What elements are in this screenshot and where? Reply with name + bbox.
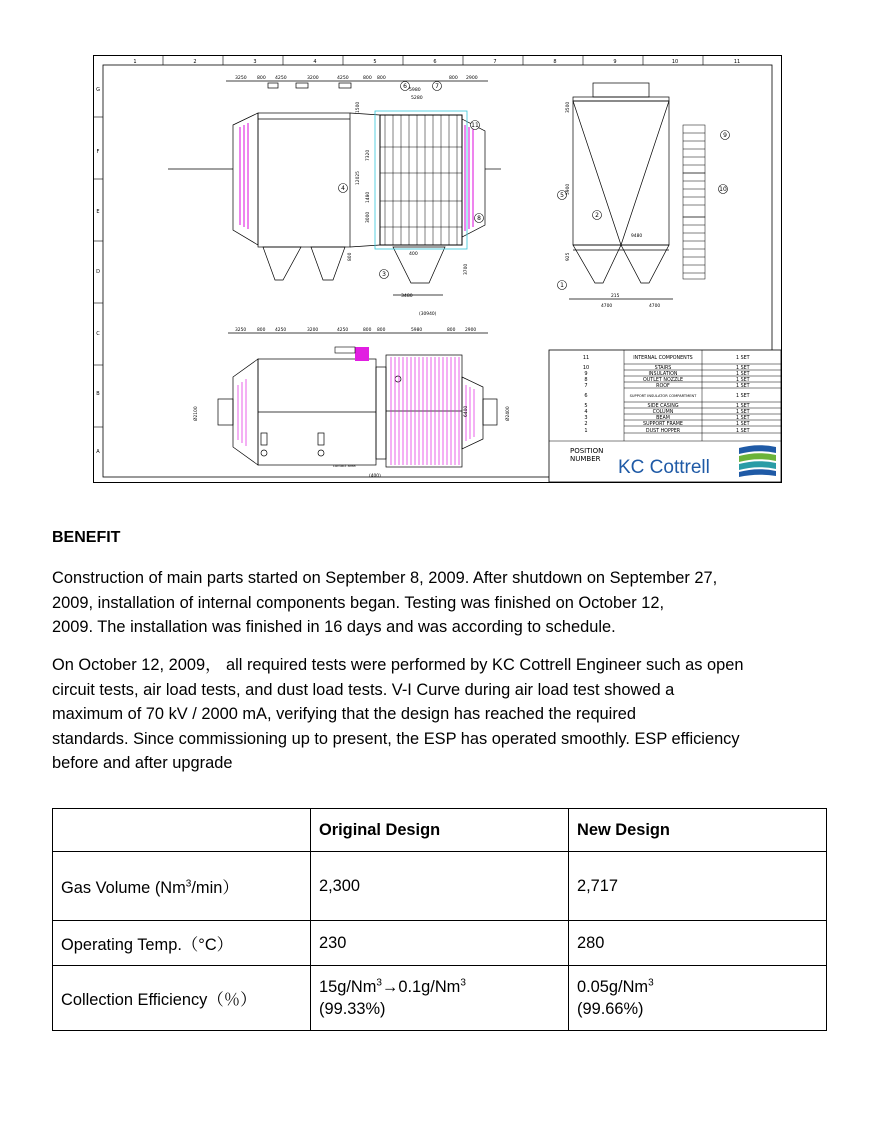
legend-num-3: 3: [584, 415, 588, 421]
header-empty: [53, 809, 311, 852]
operating-temp-original: 230: [311, 921, 569, 966]
dim-408: 400: [409, 252, 418, 257]
ce-original-a: 15g/Nm: [319, 978, 377, 996]
plan-dim-2900: 2900: [465, 328, 477, 333]
esp-comparison-table: [52, 808, 827, 1031]
dim-2900: 2900: [466, 76, 478, 81]
gas-volume-new: 2,717: [569, 852, 827, 921]
col-11: 11: [733, 59, 741, 65]
legend-text-5: SIDE CASING: [647, 404, 679, 409]
position-label-1: POSITION: [570, 447, 604, 455]
col-8: 8: [553, 59, 557, 65]
legend-qty-10: 1 SET: [736, 366, 750, 371]
col-6: 6: [433, 59, 437, 65]
table-header-row: [53, 809, 827, 852]
plan-dim-3200: 3200: [307, 328, 319, 333]
position-label-2: NUMBER: [570, 455, 601, 463]
ce-new-sup: 3: [648, 977, 654, 989]
ce-new-a: 0.05g/Nm: [577, 978, 649, 996]
paragraph1-line-3: 2009. The installation was finished in 16 days and was according to schedule.: [52, 618, 616, 637]
callout-4: 4: [341, 185, 345, 192]
collection-efficiency-new-line-1: [577, 976, 826, 998]
dim-800-d: 800: [449, 76, 458, 81]
legend-num-4: 4: [584, 409, 588, 415]
dim-800-v: 800: [348, 252, 353, 261]
legend-qty-7: 1 SET: [736, 384, 750, 389]
callout-10: 10: [719, 186, 727, 193]
legend-num-11: 11: [582, 355, 590, 361]
legend-num-6: 6: [584, 393, 588, 399]
paragraph2-line-4: standards. Since commissioning up to present, the ESP has operated smoothly. ESP efficiency: [52, 729, 740, 748]
legend-qty-11: 1 SET: [736, 356, 750, 361]
paragraph2-line-3: maximum of 70 kV / 2000 mA, verifying that the design has reached the required: [52, 705, 637, 724]
callout-9: 9: [723, 132, 727, 139]
gas-volume-label: [53, 852, 311, 921]
callout-5: 5: [560, 192, 564, 199]
col-9: 9: [613, 59, 617, 65]
ce-original-b: 0.1g/Nm: [398, 978, 461, 996]
plan-dim-800-a: 800: [257, 328, 266, 333]
collection-efficiency-original-line-1: [319, 976, 568, 998]
gas-volume-label-a: Gas Volume (Nm: [61, 879, 186, 897]
dim-5900: 5900: [566, 183, 571, 195]
col-1: 1: [133, 59, 137, 65]
row-d: D: [96, 269, 100, 275]
col-3: 3: [253, 59, 257, 65]
legend-num-10: 10: [582, 365, 590, 371]
header-original-design: Original Design: [311, 809, 569, 852]
dim-800-a: 800: [257, 76, 266, 81]
col-7: 7: [493, 59, 497, 65]
legend-text-2: SUPPORT FRAME: [643, 422, 683, 427]
plan-dim-2400: Ø2400: [506, 406, 511, 421]
legend-num-8: 8: [584, 377, 588, 383]
parts-legend: [549, 350, 781, 482]
legend-qty-4: 1 SET: [736, 410, 750, 415]
callout-6: 6: [403, 83, 407, 90]
plan-dim-2100: Ø2100: [194, 406, 199, 421]
collection-efficiency-new-pct: (99.66%): [577, 1000, 644, 1018]
kc-cottrell-logo-text: KC Cottrell: [618, 457, 710, 478]
legend-text-4: COLUMN: [652, 410, 674, 415]
dim-3480: 3480: [401, 294, 413, 299]
legend-text-9: INSULATION: [648, 372, 678, 377]
dim-3200: 3200: [307, 76, 319, 81]
legend-text-11: INTERNAL COMPONENTS: [633, 356, 693, 361]
dim-4700-b: 4700: [649, 304, 661, 309]
legend-qty-8: 1 SET: [736, 378, 750, 383]
dim-3250: 3250: [235, 76, 247, 81]
plan-dim-800-b: 800: [363, 328, 372, 333]
table-row-operating-temp: [53, 921, 827, 966]
dim-5980: 5980: [409, 88, 421, 93]
plan-magenta-block: [355, 347, 369, 361]
plan-dim-800-c: 800: [377, 328, 386, 333]
row-c: C: [96, 331, 100, 337]
gas-volume-original: 2,300: [311, 852, 569, 921]
paragraph2-line-1: On October 12, 2009， all required tests were performed by KC Cottrell Engineer such as open: [52, 656, 744, 674]
callout-1: 1: [560, 282, 564, 289]
header-new-design: New Design: [569, 809, 827, 852]
dim-5280: 5280: [411, 96, 423, 101]
dim-12025: 12025: [356, 171, 361, 185]
row-a: A: [96, 449, 100, 455]
drawing-svg: [93, 55, 782, 483]
legend-qty-1: 1 SET: [736, 429, 750, 434]
table-row-gas-volume: [53, 852, 827, 921]
row-f: F: [96, 149, 100, 155]
dim-925: 925: [566, 252, 571, 261]
table-row-collection-efficiency: [53, 966, 827, 1031]
plan-dim-4250-b: 4250: [337, 328, 349, 333]
paragraph-construction: [52, 566, 832, 640]
plan-dim-6400: 6400: [464, 405, 469, 417]
callout-8: 8: [477, 215, 481, 222]
dim-4250-a: 4250: [275, 76, 287, 81]
dim-9480: 9480: [631, 234, 643, 239]
plan-note: contact area: [333, 464, 356, 468]
esp-engineering-drawing: [93, 55, 782, 483]
callout-3: 3: [382, 271, 386, 278]
col-2: 2: [193, 59, 197, 65]
collection-efficiency-label: Collection Efficiency（％）: [53, 966, 311, 1031]
legend-qty-3: 1 SET: [736, 416, 750, 421]
legend-text-1: DUST HOPPER: [645, 429, 681, 434]
legend-num-9: 9: [584, 371, 588, 377]
ce-original-sup2: 3: [460, 977, 466, 989]
legend-text-7: ROOF: [656, 384, 670, 389]
collection-efficiency-new: [569, 966, 827, 1031]
plan-dim-total: (30940): [419, 312, 437, 317]
ce-original-sup1: 3: [376, 977, 382, 989]
plan-stair: [335, 347, 355, 353]
legend-text-8: OUTLET NOZZLE: [642, 378, 684, 383]
legend-qty-6: 1 SET: [736, 394, 750, 399]
collection-efficiency-original: [311, 966, 569, 1031]
internal-components-outline: [375, 111, 467, 249]
paragraph1-line-2: 2009, installation of internal components began. Testing was finished on October 12,: [52, 593, 665, 612]
paragraph2-line-5: before and after upgrade: [52, 754, 233, 773]
dim-215: 215: [611, 294, 620, 299]
legend-text-3: BEAM: [656, 416, 670, 421]
row-e: E: [96, 209, 100, 215]
dim-3700: 3700: [464, 263, 469, 275]
elevation-view: [168, 81, 501, 295]
dim-4250-b: 4250: [337, 76, 349, 81]
col-4: 4: [313, 59, 317, 65]
plan-dim-5980: 5980: [411, 328, 423, 333]
row-g: G: [96, 87, 100, 93]
dim-7320: 7320: [366, 149, 371, 161]
legend-num-7: 7: [584, 383, 588, 389]
benefit-heading: BENEFIT: [52, 529, 121, 546]
plan-dim-800-d: 800: [447, 328, 456, 333]
col-10: 10: [671, 59, 679, 65]
dim-3000: 3000: [366, 211, 371, 223]
dim-4700-a: 4700: [601, 304, 613, 309]
callout-11: 11: [471, 122, 479, 129]
legend-text-6: SUPPORT INSULATOR COMPARTMENT: [629, 394, 697, 398]
legend-num-5: 5: [584, 403, 588, 409]
legend-text-10: STAIRS: [654, 366, 672, 371]
plan-dim-400: (400): [369, 474, 381, 479]
legend-qty-5: 1 SET: [736, 404, 750, 409]
row-b: B: [96, 391, 100, 397]
col-5: 5: [373, 59, 377, 65]
gas-volume-label-b: /min）: [191, 879, 239, 897]
operating-temp-label: Operating Temp.（°C）: [53, 921, 311, 966]
legend-qty-2: 1 SET: [736, 422, 750, 427]
paragraph-testing: [52, 653, 832, 776]
collection-efficiency-original-pct: (99.33%): [319, 1000, 386, 1018]
dim-3500: 3500: [566, 101, 571, 113]
paragraph2-line-2: circuit tests, air load tests, and dust load tests. V-I Curve during air load test showed a: [52, 680, 675, 699]
dim-800-c: 800: [377, 76, 386, 81]
legend-num-2: 2: [584, 421, 588, 427]
side-view: [569, 83, 705, 299]
legend-qty-9: 1 SET: [736, 372, 750, 377]
callout-7: 7: [435, 83, 439, 90]
legend-num-1: 1: [584, 428, 588, 434]
plan-dim-4250-a: 4250: [275, 328, 287, 333]
dim-1500: 1500: [356, 101, 361, 113]
plan-dim-3250: 3250: [235, 328, 247, 333]
dim-800-b: 800: [363, 76, 372, 81]
paragraph1-line-1: Construction of main parts started on September 8, 2009. After shutdown on September 27,: [52, 569, 718, 587]
callout-2: 2: [595, 212, 599, 219]
operating-temp-new: 280: [569, 921, 827, 966]
ce-arrow-icon: →: [381, 978, 399, 996]
gas-volume-label-sup: 3: [185, 878, 192, 890]
dim-1480: 1480: [366, 191, 371, 203]
